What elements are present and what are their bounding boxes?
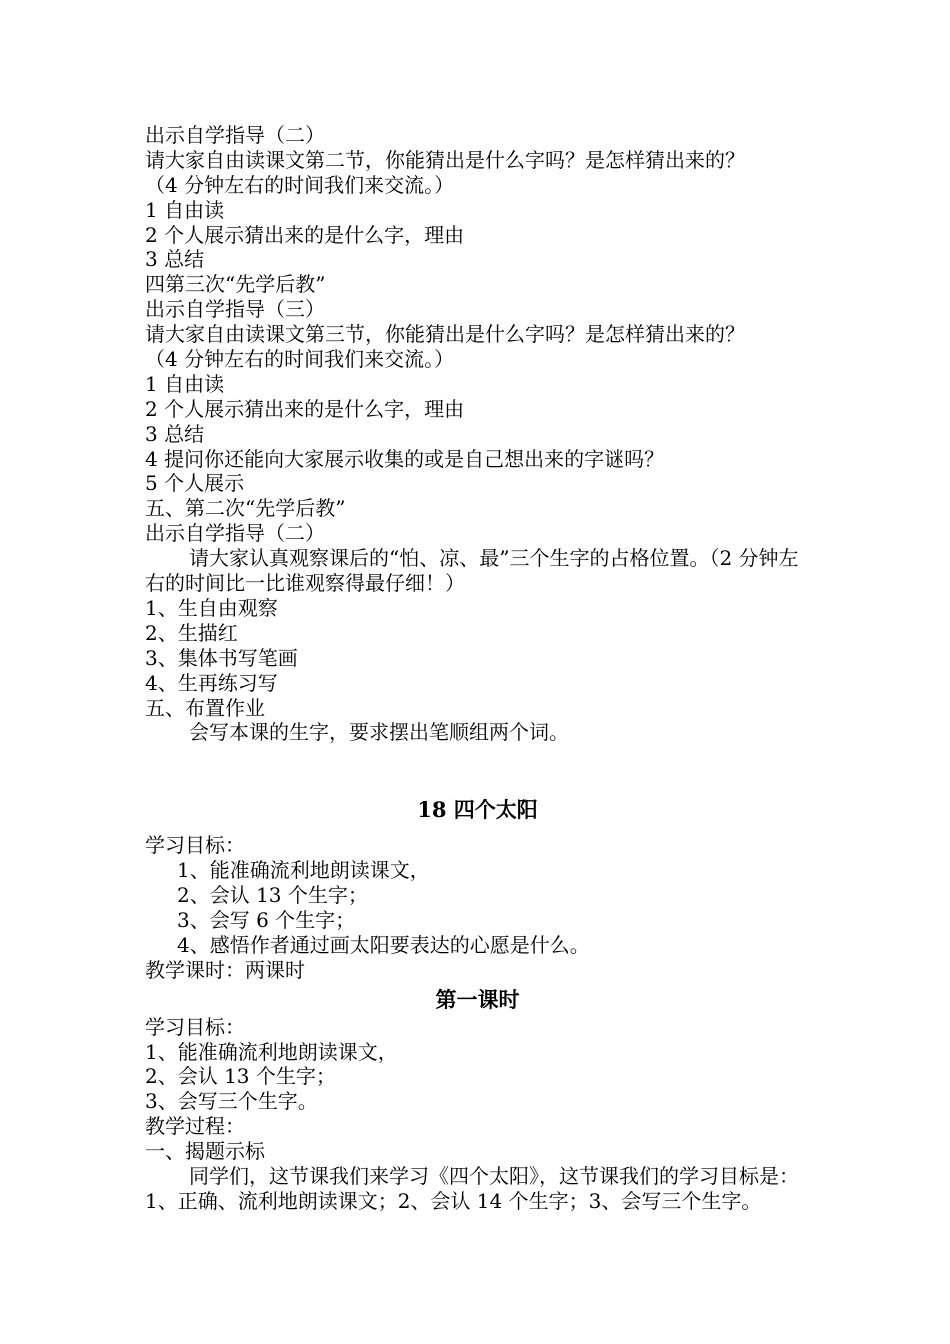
goal-item: 1、能准确流利地朗读课文，	[145, 1039, 398, 1064]
observe-paragraph: 请大家认真观察课后的“怕、凉、最”三个生字的占格位置。（2 分钟左右的时间比一比谁观察得最仔细！）	[145, 546, 799, 596]
lesson-hours: 教学课时：两课时	[145, 957, 305, 982]
text-line: 1 自由读	[145, 371, 225, 396]
text-line: 四第三次“先学后教”	[145, 272, 326, 297]
text-line: 5 个人展示	[145, 471, 245, 496]
text-line: （4 分钟左右的时间我们来交流。）	[145, 347, 455, 372]
text-line: 出示自学指导（二）	[145, 521, 325, 546]
goal-item: 3、会写三个生字。	[145, 1089, 318, 1114]
text-line: 2 个人展示猜出来的是什么字，理由	[145, 396, 465, 421]
text-line: 2 个人展示猜出来的是什么字，理由	[145, 222, 465, 247]
step-heading: 一、揭题示标	[145, 1139, 265, 1164]
text-line: 请大家自由读课文第三节，你能猜出是什么字吗？是怎样猜出来的？	[145, 322, 745, 347]
text-line: 4 提问你还能向大家展示收集的或是自己想出来的字谜吗？	[145, 446, 665, 471]
lesson-title: 18 四个太阳	[417, 797, 538, 823]
goal-item: 3、会写 6 个生字；	[177, 907, 356, 932]
goal-item: 2、会认 13 个生字；	[145, 1064, 336, 1089]
intro-paragraph: 同学们，这节课我们来学习《四个太阳》，这节课我们的学习目标是：1、正确、流利地朗读课文；2、会认 14 个生字；3、会写三个生字。	[145, 1163, 799, 1213]
text-line: 出示自学指导（二）	[145, 123, 325, 147]
homework-text: 会写本课的生字，要求摆出笔顺组两个词。	[189, 720, 569, 745]
document-page	[145, 123, 810, 1214]
goals-label: 学习目标：	[145, 833, 245, 858]
text-line: 3 总结	[145, 421, 205, 446]
text-line: 4、生再练习写	[145, 670, 278, 695]
text-line: 请大家自由读课文第二节，你能猜出是什么字吗？是怎样猜出来的？	[145, 147, 745, 172]
goals-label: 学习目标：	[145, 1014, 245, 1039]
goal-item: 1、能准确流利地朗读课文，	[177, 858, 430, 883]
text-line: 3、集体书写笔画	[145, 645, 298, 670]
process-label: 教学过程：	[145, 1114, 245, 1139]
goal-item: 2、会认 13 个生字；	[177, 883, 368, 908]
text-line: 1、生自由观察	[145, 595, 278, 620]
period-title: 第一课时	[435, 986, 520, 1012]
text-line: 五、第二次“先学后教”	[145, 496, 346, 521]
goal-item: 4、感悟作者通过画太阳要表达的心愿是什么。	[177, 932, 590, 957]
text-line: 2、生描红	[145, 620, 238, 645]
text-line: （4 分钟左右的时间我们来交流。）	[145, 172, 455, 197]
text-line: 3 总结	[145, 247, 205, 272]
text-line: 五、布置作业	[145, 695, 265, 720]
text-line: 出示自学指导（三）	[145, 297, 325, 322]
text-line: 1 自由读	[145, 197, 225, 222]
